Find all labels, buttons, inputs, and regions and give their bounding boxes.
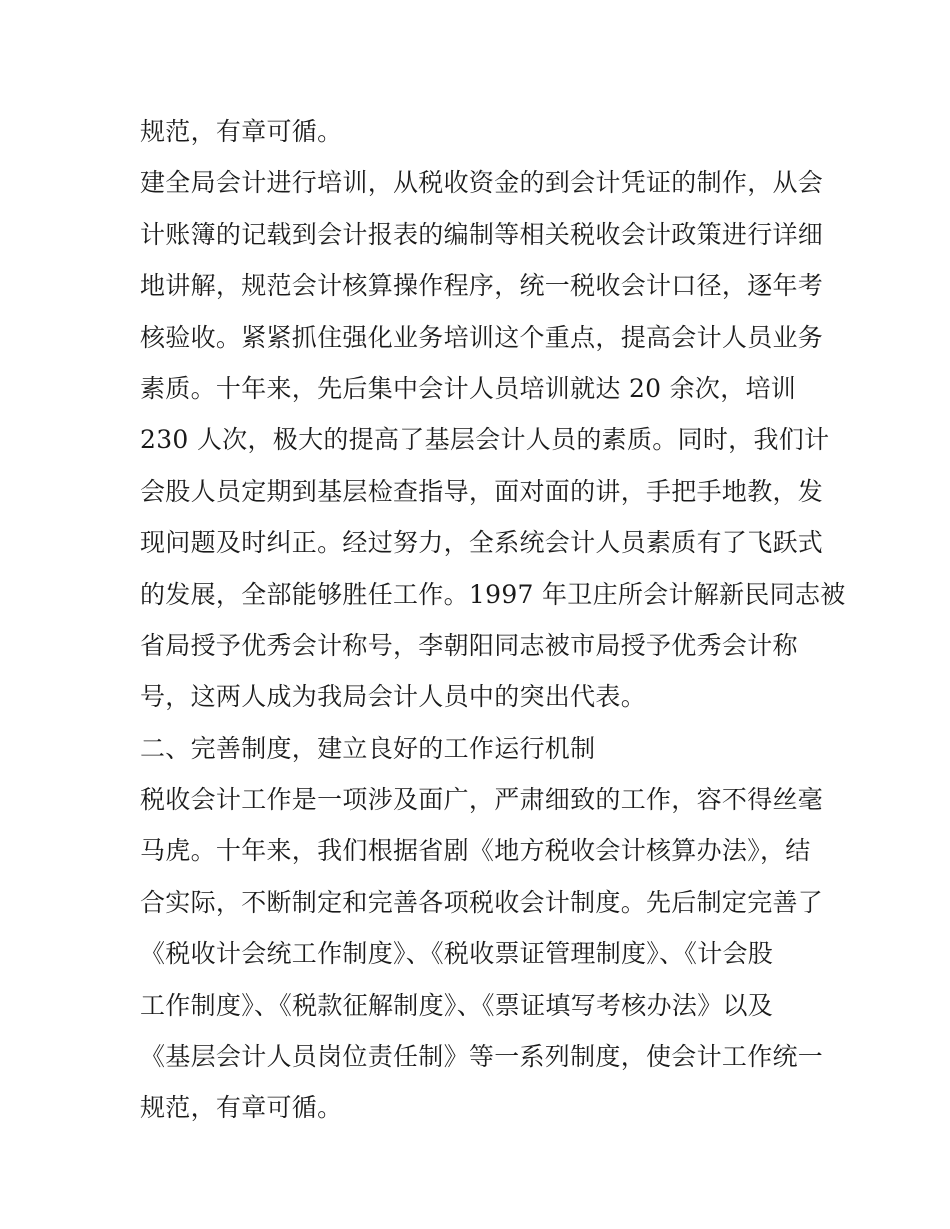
text-line: 省局授予优秀会计称号，李朝阳同志被市局授予优秀会计称 — [140, 630, 798, 660]
text-line: 的发展，全部能够胜任工作。1997 年卫庄所会计解新民同志被 — [140, 579, 846, 609]
text-line: 核验收。紧紧抓住强化业务培训这个重点，提高会计人员业务 — [140, 322, 824, 352]
text-line: 规范，有章可循。 — [140, 1093, 343, 1123]
text-line: 工作制度》、《税款征解制度》、《票证填写考核办法》以及 — [140, 990, 774, 1020]
text-line: 合实际，不断制定和完善各项税收会计制度。先后制定完善了 — [140, 887, 824, 917]
text-line: 230 人次，极大的提高了基层会计人员的素质。同时，我们计 — [140, 425, 830, 455]
text-line: 地讲解，规范会计核算操作程序，统一税收会计口径，逐年考 — [140, 271, 824, 301]
text-line: 会股人员定期到基层检查指导，面对面的讲，手把手地教，发 — [140, 476, 824, 506]
text-line: 现问题及时纠正。经过努力，全系统会计人员素质有了飞跃式 — [140, 528, 824, 558]
text-line: 素质。十年来，先后集中会计人员培训就达 20 余次，培训 — [140, 373, 797, 403]
text-line: 建全局会计进行培训，从税收资金的到会计凭证的制作，从会 — [140, 168, 824, 198]
text-line: 号，这两人成为我局会计人员中的突出代表。 — [140, 682, 647, 712]
text-line: 计账簿的记载到会计报表的编制等相关税收会计政策进行详细 — [140, 219, 824, 249]
section-heading: 二、完善制度，建立良好的工作运行机制 — [140, 733, 596, 763]
text-line: 规范，有章可循。 — [140, 117, 343, 146]
text-line: 《基层会计人员岗位责任制》等一系列制度，使会计工作统一 — [140, 1042, 824, 1072]
text-line: 马虎。十年来，我们根据省剧《地方税收会计核算办法》，结 — [140, 836, 811, 866]
text-line: 税收会计工作是一项涉及面广，严肃细致的工作，容不得丝毫 — [140, 785, 824, 815]
text-line: 《税收计会统工作制度》、《税收票证管理制度》、《计会股 — [140, 939, 774, 969]
document-body — [140, 106, 846, 1134]
